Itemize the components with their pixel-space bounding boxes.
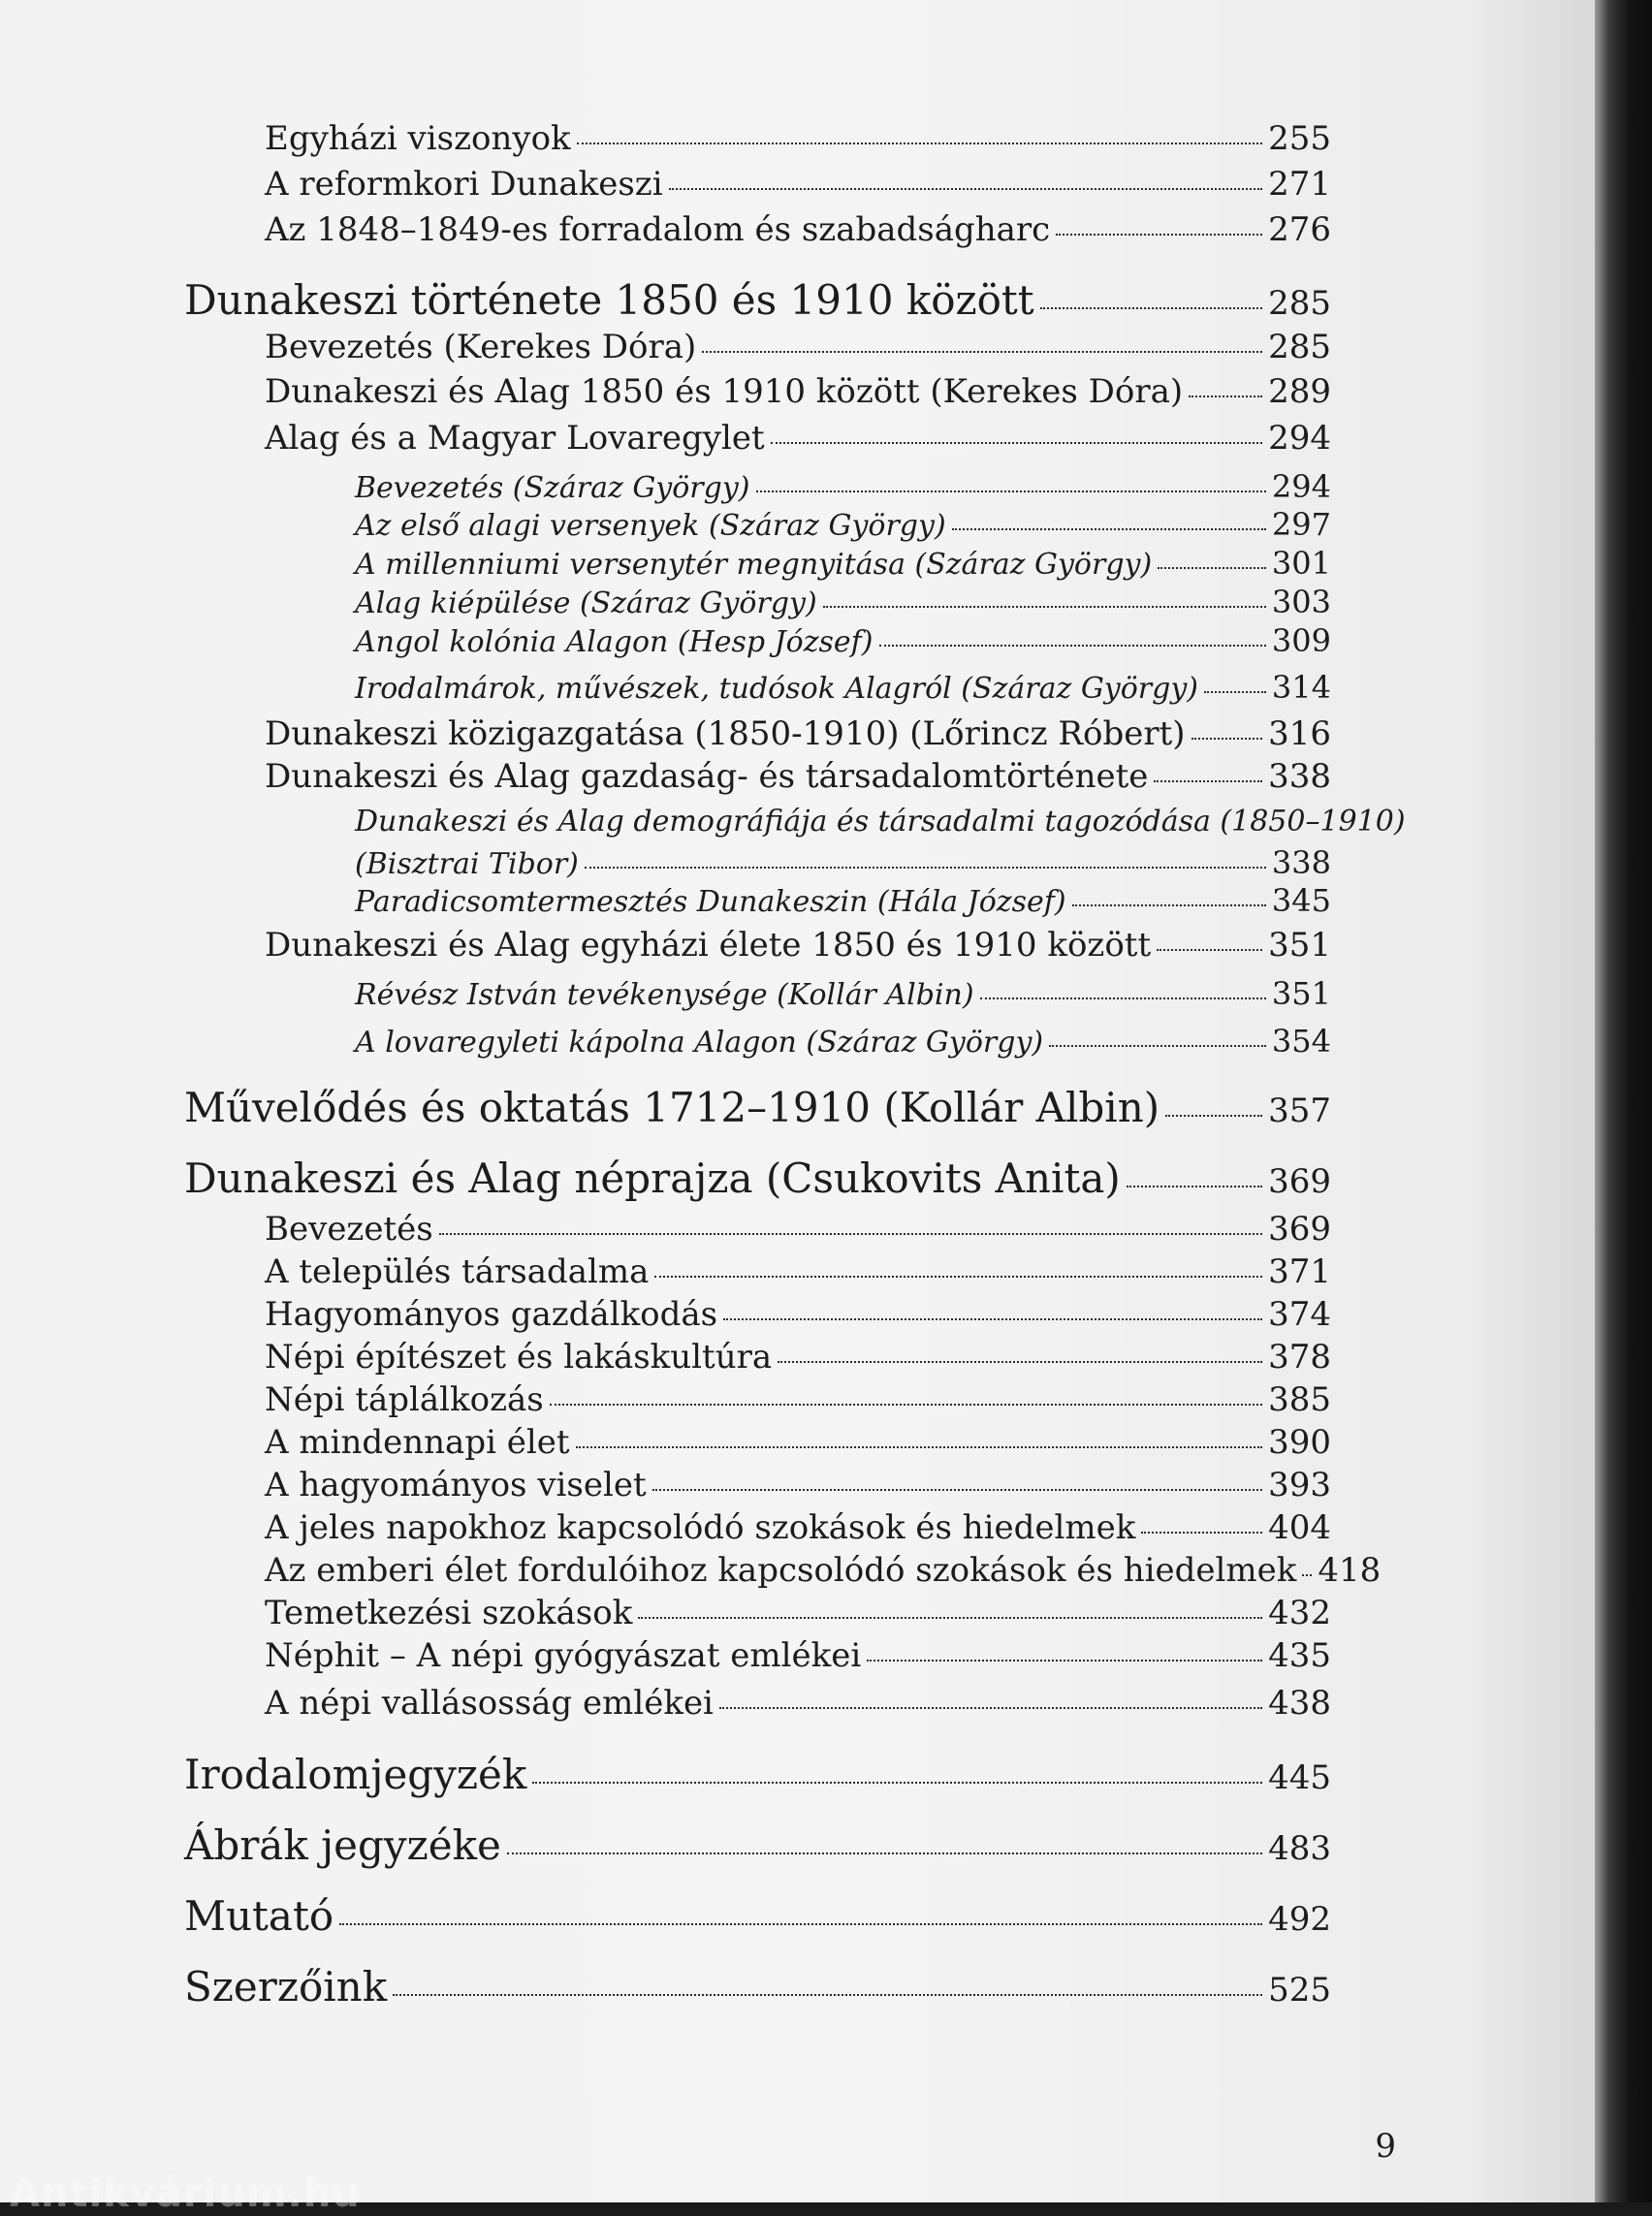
- leader-dots: [393, 1994, 1262, 1996]
- toc-entry-title: Hagyományos gazdálkodás: [265, 1295, 718, 1334]
- toc-entry-title: Bevezetés (Kerekes Dóra): [265, 328, 697, 366]
- toc-chapter-title: Művelődés és oktatás 1712–1910 (Kollár Albin): [184, 1084, 1160, 1131]
- toc-entry-title: Alag és a Magyar Lovaregylet: [265, 419, 765, 458]
- toc-entry-page: 338: [1268, 757, 1331, 796]
- toc-entry-title: Népi építészet és lakáskultúra: [265, 1338, 773, 1377]
- leader-dots: [1056, 234, 1262, 236]
- toc-subentry-page: 301: [1271, 545, 1331, 582]
- toc-subentry: [355, 882, 1331, 919]
- toc-subentry-title-line1: Dunakeszi és Alag demográfiája és társadalmi tagozódása (1850–1910): [355, 805, 1406, 839]
- leader-dots: [778, 1361, 1262, 1363]
- leader-dots: [577, 142, 1262, 144]
- toc-entry: [265, 372, 1331, 411]
- toc-entry-page: 285: [1268, 328, 1331, 366]
- leader-dots: [1204, 691, 1266, 693]
- leader-dots: [550, 1404, 1262, 1406]
- leader-dots: [1072, 904, 1266, 906]
- toc-entry-title: Az emberi élet fordulóihoz kapcsolódó szokások és hiedelmek: [265, 1551, 1297, 1590]
- toc-subentry-title: Révész István tevékenysége (Kollár Albin): [355, 978, 974, 1012]
- toc-entry: [265, 328, 1331, 366]
- leader-dots: [507, 1852, 1262, 1854]
- toc-entry: [265, 1252, 1331, 1291]
- toc-subentry-title: Bevezetés (Száraz György): [355, 471, 750, 505]
- toc-subentry-title: Angol kolónia Alagon (Hesp József): [355, 625, 874, 659]
- toc-entry-page: 438: [1268, 1684, 1331, 1723]
- toc-subentry-title: Az első alagi versenyek (Száraz György): [355, 509, 946, 543]
- toc-entry-page: 378: [1268, 1338, 1331, 1377]
- toc-subentry-page: 303: [1271, 584, 1331, 620]
- toc-entry-title: Temetkezési szokások: [265, 1594, 633, 1632]
- leader-dots: [1189, 396, 1262, 397]
- toc-entry-title: Népi táplálkozás: [265, 1380, 544, 1419]
- toc-chapter-page: 285: [1268, 284, 1331, 323]
- toc-subentry: [355, 545, 1331, 582]
- book-spine: [1595, 0, 1652, 2202]
- toc-chapter: [184, 1155, 1331, 1202]
- leader-dots: [439, 1233, 1262, 1235]
- toc-entry: [265, 1551, 1382, 1590]
- toc-entry-page: 316: [1268, 714, 1331, 753]
- toc-chapter-title: Ábrák jegyzéke: [184, 1821, 501, 1869]
- toc-chapter-page: 483: [1268, 1829, 1331, 1868]
- leader-dots: [654, 1276, 1262, 1278]
- leader-dots: [1302, 1574, 1312, 1576]
- toc-entry: [265, 1508, 1331, 1547]
- toc-chapter-title: Irodalomjegyzék: [184, 1751, 527, 1798]
- toc-entry-title: Egyházi viszonyok: [265, 119, 571, 158]
- toc-entry: [265, 757, 1331, 796]
- toc-entry: [265, 1423, 1331, 1462]
- toc-subentry-title: (Bisztrai Tibor): [355, 847, 579, 881]
- leader-dots: [1154, 780, 1262, 782]
- toc-entry-title: Dunakeszi és Alag gazdaság- és társadalomtörténete: [265, 757, 1149, 796]
- toc-chapter-title: Mutató: [184, 1892, 334, 1940]
- leader-dots: [638, 1617, 1262, 1619]
- toc-entry: [265, 1684, 1331, 1723]
- toc-entry: [265, 926, 1331, 965]
- toc-chapter-page: 525: [1268, 1971, 1331, 2010]
- toc-entry-title: Dunakeszi és Alag egyházi élete 1850 és 1910 között: [265, 926, 1152, 965]
- toc-chapter-title: Szerzőink: [184, 1963, 388, 2010]
- toc-entry-page: 276: [1268, 210, 1331, 249]
- toc-entry: [265, 1210, 1331, 1249]
- leader-dots: [339, 1923, 1262, 1925]
- leader-dots: [980, 997, 1266, 999]
- leader-dots: [585, 867, 1266, 869]
- toc-entry-title: Az 1848–1849-es forradalom és szabadságharc: [265, 210, 1051, 249]
- toc-entry-page: 390: [1268, 1423, 1331, 1462]
- toc-entry: [265, 210, 1331, 249]
- leader-dots: [1127, 1186, 1262, 1187]
- leader-dots: [1158, 567, 1266, 569]
- toc-entry: [265, 1338, 1331, 1377]
- leader-dots: [669, 188, 1263, 190]
- toc-subentry-page: 314: [1271, 669, 1331, 706]
- toc-entry-title: A település társadalma: [265, 1252, 650, 1291]
- toc-entry-title: A hagyományos viselet: [265, 1466, 647, 1504]
- toc-subentry-page: 338: [1271, 844, 1331, 881]
- toc-chapter: [184, 276, 1331, 324]
- toc-entry-title: Dunakeszi közigazgatása (1850-1910) (Lőrincz Róbert): [265, 714, 1186, 753]
- toc-chapter-page: 492: [1268, 1900, 1331, 1939]
- leader-dots: [823, 606, 1266, 608]
- toc-subentry: [355, 506, 1331, 543]
- toc-chapter-page: 357: [1268, 1092, 1331, 1130]
- toc-entry: [265, 1295, 1331, 1334]
- watermark: Antikvárium.hu: [10, 2171, 361, 2216]
- toc-entry-page: 294: [1268, 419, 1331, 458]
- toc-subentry-page: 294: [1271, 468, 1331, 505]
- leader-dots: [532, 1782, 1262, 1784]
- toc-entry-page: 371: [1268, 1252, 1331, 1291]
- leader-dots: [719, 1707, 1262, 1709]
- toc-subentry: [355, 1023, 1331, 1060]
- toc-entry: [265, 1594, 1331, 1632]
- toc-entry-title: Bevezetés: [265, 1210, 433, 1249]
- toc-subentry: [355, 975, 1331, 1012]
- toc-subentry-title: A millenniumi versenytér megnyitása (Száraz György): [355, 548, 1153, 582]
- toc-entry: [265, 165, 1331, 204]
- toc-subentry-title: Irodalmárok, művészek, tudósok Alagról (Száraz György): [355, 672, 1198, 706]
- toc-entry: [265, 1466, 1331, 1504]
- toc-subentry: [355, 844, 1331, 881]
- leader-dots: [702, 351, 1262, 353]
- toc-entry-page: 271: [1268, 165, 1331, 204]
- toc-subentry: [355, 669, 1331, 706]
- toc-entry-page: 351: [1268, 926, 1331, 965]
- leader-dots: [652, 1489, 1262, 1491]
- toc-entry-title: Néphit – A népi gyógyászat emlékei: [265, 1636, 862, 1675]
- leader-dots: [879, 645, 1266, 647]
- toc-entry-page: 289: [1268, 372, 1331, 411]
- toc-entry: [265, 714, 1331, 753]
- toc-entry-page: 374: [1268, 1295, 1331, 1334]
- toc-entry-page: 435: [1268, 1636, 1331, 1675]
- toc-subentry-page: 354: [1271, 1023, 1331, 1060]
- toc-entry-title: A mindennapi élet: [265, 1423, 570, 1462]
- toc-subentry-page: 351: [1271, 975, 1331, 1012]
- toc-entry-title: A reformkori Dunakeszi: [265, 165, 663, 204]
- toc-entry-page: 404: [1268, 1508, 1331, 1547]
- toc-subentry-title: Paradicsomtermesztés Dunakeszin (Hála József): [355, 885, 1066, 919]
- leader-dots: [576, 1446, 1263, 1448]
- toc-subentry: [355, 584, 1331, 620]
- toc-chapter: [184, 1084, 1331, 1131]
- toc-chapter-page: 445: [1268, 1758, 1331, 1797]
- toc-entry: [265, 419, 1331, 458]
- leader-dots: [1191, 738, 1263, 740]
- toc-entry-page: 418: [1318, 1551, 1382, 1590]
- toc-subentry: [355, 622, 1331, 659]
- toc-subentry-page: 345: [1271, 882, 1331, 919]
- toc-entry: [265, 1380, 1331, 1419]
- toc-subentry-title: Alag kiépülése (Száraz György): [355, 586, 817, 620]
- toc-entry-title: A jeles napokhoz kapcsolódó szokások és hiedelmek: [265, 1508, 1136, 1547]
- toc-entry-page: 393: [1268, 1466, 1331, 1504]
- toc-subentry: [355, 468, 1331, 505]
- toc-entry-page: 432: [1268, 1594, 1331, 1632]
- toc-entry-page: 369: [1268, 1210, 1331, 1249]
- toc-chapter-page: 369: [1268, 1162, 1331, 1201]
- leader-dots: [1040, 307, 1262, 309]
- leader-dots: [1141, 1532, 1262, 1534]
- leader-dots: [756, 491, 1266, 492]
- toc-subentry-page: 309: [1271, 622, 1331, 659]
- leader-dots: [1165, 1115, 1262, 1117]
- leader-dots: [1049, 1045, 1266, 1047]
- toc-subentry-title: A lovaregyleti kápolna Alagon (Száraz György): [355, 1026, 1044, 1060]
- toc-entry-page: 385: [1268, 1380, 1331, 1419]
- leader-dots: [723, 1318, 1262, 1320]
- toc-entry-page: 255: [1268, 119, 1331, 158]
- toc-chapter-title: Dunakeszi és Alag néprajza (Csukovits Anita): [184, 1155, 1121, 1202]
- toc-chapter: [184, 1821, 1331, 1869]
- toc-chapter: [184, 1751, 1331, 1798]
- toc-entry-title: Dunakeszi és Alag 1850 és 1910 között (Kerekes Dóra): [265, 372, 1184, 411]
- toc-entry: [265, 1636, 1331, 1675]
- toc-entry-title: A népi vallásosság emlékei: [265, 1684, 714, 1723]
- toc-chapter-title: Dunakeszi története 1850 és 1910 között: [184, 276, 1034, 324]
- page-number: 9: [1375, 2127, 1396, 2166]
- leader-dots: [952, 528, 1266, 530]
- leader-dots: [1157, 949, 1262, 951]
- leader-dots: [771, 442, 1262, 444]
- toc-chapter: [184, 1892, 1331, 1940]
- toc-chapter: [184, 1963, 1331, 2010]
- toc-subentry-page: 297: [1271, 506, 1331, 543]
- leader-dots: [867, 1660, 1262, 1662]
- toc-entry: [265, 119, 1331, 158]
